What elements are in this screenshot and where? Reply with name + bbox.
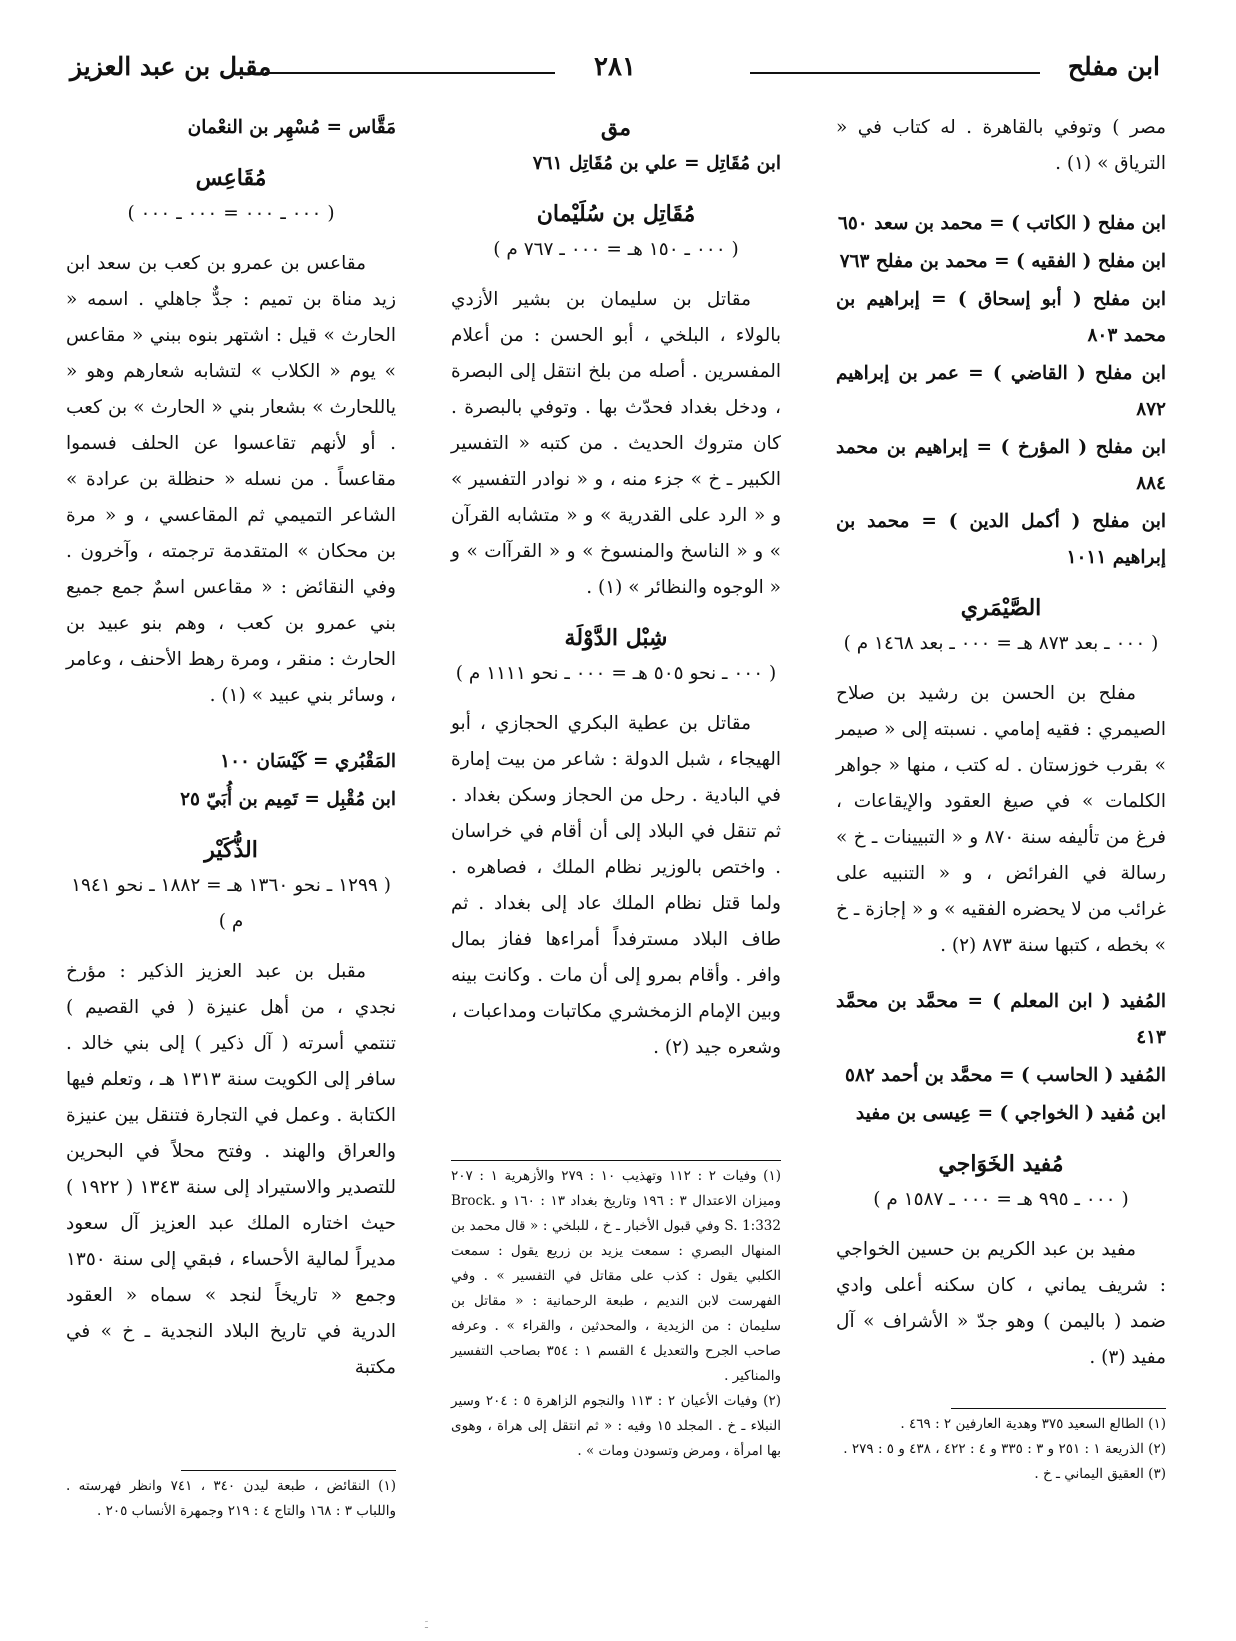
running-head-left: مقبل بن عبد العزيز xyxy=(70,52,272,81)
entry-dates: ( ٠٠٠ ـ ٠٠٠ = ٠٠٠ ـ ٠٠٠ ) xyxy=(127,203,335,224)
cross-reference: ابن مُقْبِل = تَمِيم بن أُبَيّ ٢٥ xyxy=(180,789,396,810)
footnote-rule xyxy=(181,1470,396,1471)
entry-dates: ( ٠٠٠ ـ بعد ٨٧٣ هـ = ٠٠٠ ـ بعد ١٤٦٨ م ) xyxy=(843,633,1159,654)
entry-dates: ( ٠٠٠ ـ ٩٩٥ هـ = ٠٠٠ ـ ١٥٨٧ م ) xyxy=(873,1189,1129,1210)
footnotes-left xyxy=(66,1474,396,1524)
column-right xyxy=(836,110,1166,1386)
cross-reference: ابن مفلح ( أكمل الدين ) = محمد بن إبراهيم ١٠١١ xyxy=(836,511,1166,568)
header-rule-left xyxy=(265,72,555,74)
cross-reference: المَقْبُري = كَيْسَان ١٠٠ xyxy=(220,751,396,772)
footnote: (٢) الذريعة ١ : ٢٥١ و ٣ : ٣٣٥ و ٤ : ٤٢٢ ، ٤٣٨ و ٥ : ٢٧٩ . xyxy=(843,1441,1166,1457)
cross-reference: مَقَّاس = مُسْهِر بن النعْمان xyxy=(187,117,396,138)
column-left xyxy=(66,110,396,1396)
entry-body: مفيد بن عبد الكريم بن حسين الخواجي : شريف يماني ، كان سكنه أعلى وادي ضمد ( باليمن ) وهو جدّ « الأشراف » آل مفيد (٣) . xyxy=(836,1239,1166,1368)
cross-reference: ابن مفلح ( أبو إسحاق ) = إبراهيم بن محمد ٨٠٣ xyxy=(836,289,1166,346)
section-letters: مق xyxy=(600,115,632,141)
entry-heading: الصَّيْمَري xyxy=(960,595,1042,621)
cross-reference: ابن مُفيد ( الخواجي ) = عِيسى بن مفيد xyxy=(855,1103,1166,1124)
cross-reference: المُفيد ( ابن المعلم ) = محمَّد بن محمَّد ٤١٣ xyxy=(836,991,1166,1048)
continued-text: مصر ) وتوفي بالقاهرة . له كتاب في « الترياق » (١) . xyxy=(836,117,1166,174)
footnote: (١) النقائض ، طبعة ليدن ٣٤٠ ، ٧٤١ وانظر فهرسته . واللباب ٣ : ١٦٨ والتاج ٤ : ٢١٩ وجمهرة الأنساب ٢٠٥ . xyxy=(66,1478,396,1519)
page-header xyxy=(70,52,1160,92)
cross-reference: ابن مُقَاتِل = علي بن مُقَاتِل ٧٦١ xyxy=(532,153,781,174)
entry-body: مقاتل بن عطية البكري الحجازي ، أبو الهيجاء ، شبل الدولة : شاعر من بيت إمارة في البادية . رحل من الحجاز وسكن بغداد . ثم تنقل في البلاد إلى أن أقام في خراسان . واختص بالوزير نظام الملك ، فصاهره . ولما قتل نظام الملك عاد إلى بغداد . ثم طاف البلاد مسترفداً أمراءها ففاز بمال وافر . وأقام بمرو إلى أن مات . وكانت بينه وبين الإمام الزمخشري مكاتبات ومداعبات ، وشعره جيد (٢) . xyxy=(451,713,781,1058)
entry-dates: ( ٠٠٠ ـ ١٥٠ هـ = ٠٠٠ ـ ٧٦٧ م ) xyxy=(493,239,739,260)
footnote-rule xyxy=(951,1408,1166,1409)
cross-reference: ابن مفلح ( الكاتب ) = محمد بن سعد ٦٥٠ xyxy=(837,213,1166,234)
entry-heading: مُقَاعِس xyxy=(195,165,267,191)
header-rule-right xyxy=(750,72,1040,74)
footnote: (٣) العقيق اليماني ـ خ . xyxy=(1034,1466,1166,1482)
entry-dates: ( ١٢٩٩ ـ نحو ١٣٦٠ هـ = ١٨٨٢ ـ نحو ١٩٤١ م ) xyxy=(71,875,391,932)
page-number: ٢٨١ xyxy=(584,52,646,82)
entry-heading: مُفيد الخَوَاجي xyxy=(938,1151,1064,1177)
column-middle xyxy=(451,110,781,1076)
footnotes-right xyxy=(836,1412,1166,1487)
entry-body: مقاتل بن سليمان بن بشير الأزدي بالولاء ، البلخي ، أبو الحسن : من أعلام المفسرين . أصله من بلخ انتقل إلى البصرة ، ودخل بغداد فحدّث بها . وتوفي بالبصرة . كان متروك الحديث . من كتبه « التفسير الكبير ـ خ » جزء منه ، و « نوادر التفسير » و « الرد على القدرية » و « متشابه القرآن » و « الناسخ والمنسوخ » و « القرآات » و « الوجوه والنظائر » (١) . xyxy=(451,289,781,598)
footnote: (٢) وفيات الأعيان ٢ : ١١٣ والنجوم الزاهرة ٥ : ٢٠٤ وسير النبلاء ـ خ . المجلد ١٥ وفيه : « ثم انتقل إلى هراة ، وهوى بها امرأة ، ومرض وتسودن ومات » . xyxy=(451,1393,781,1459)
cross-reference: ابن مفلح ( المؤرخ ) = إبراهيم بن محمد ٨٨٤ xyxy=(836,437,1166,494)
entry-body: مفلح بن الحسن بن رشيد بن صلاح الصيمري : فقيه إمامي . نسبته إلى « صيمر » بقرب خوزستان . له كتب ، منها « جواهر الكلمات » في صيغ العقود والإيقاعات ، فرغ من تأليفه سنة ٨٧٠ و « التبيينات ـ خ » رسالة في الفرائض ، و « التنبيه على غرائب من لا يحضره الفقيه » و « إجازة ـ خ » بخطه ، كتبها سنة ٨٧٣ (٢) . xyxy=(836,683,1166,956)
footnote-rule xyxy=(451,1160,781,1161)
footnote: (١) الطالع السعيد ٣٧٥ وهدية العارفين ٢ : ٤٦٩ . xyxy=(900,1416,1166,1432)
entry-body: مقاعس بن عمرو بن كعب بن سعد ابن زيد مناة بن تميم : جدٌّ جاهلي . اسمه « الحارث » قيل : اشتهر بنوه ببني « مقاعس » يوم « الكلاب » لتشابه شعارهم وهو « ياللحارث » بشعار بني « الحارث » بن كعب . أو لأنهم تقاعسوا عن الحلف فسموا مقاعساً . من نسله « حنظلة بن عرادة » الشاعر التميمي ثم المقاعسي ، و « مرة بن محكان » المتقدمة ترجمته ، وآخرون . وفي النقائض : « مقاعس اسمٌ جمع جميع بني عمرو بن كعب ، وهم بنو عبيد بن الحارث : منقر ، ومرة رهط الأحنف ، وعامر ، وسائر بني عبيد » (١) . xyxy=(66,253,396,706)
cross-reference: ابن مفلح ( القاضي ) = عمر بن إبراهيم ٨٧٢ xyxy=(836,363,1166,420)
entry-dates: ( ٠٠٠ ـ نحو ٥٠٥ هـ = ٠٠٠ ـ نحو ١١١١ م ) xyxy=(455,663,777,684)
cross-reference: ابن مفلح ( الفقيه ) = محمد بن مفلح ٧٦٣ xyxy=(839,251,1166,272)
entry-heading: شِبْل الدَّوْلَة xyxy=(564,625,668,651)
entry-heading: مُقَاتِل بن سُلَيْمان xyxy=(536,201,696,227)
footnotes-middle xyxy=(451,1164,781,1464)
entry-body: مقبل بن عبد العزيز الذكير : مؤرخ نجدي ، من أهل عنيزة ( في القصيم ) تنتمي أسرته ( آل ذكير ) إلى بني خالد . سافر إلى الكويت سنة ١٣١٣ هـ ، وتعلم فيها الكتابة . وعمل في التجارة فتنقل بين عنيزة والعراق والهند . وفتح محلاً في البحرين للتصدير والاستيراد إلى سنة ١٣٤٣ ( ١٩٢٢ ) حيث اختاره الملك عبد العزيز آل سعود مديراً لمالية الأحساء ، فبقي إلى سنة ١٣٥٠ وجمع « تاريخاً لنجد » سماه « العقود الدرية في تاريخ البلاد النجدية ـ خ » في مكتبة xyxy=(66,961,396,1378)
entry-heading: الذُّكَيْر xyxy=(204,837,258,863)
cross-reference: المُفيد ( الحاسب ) = محمَّد بن أحمد ٥٨٢ xyxy=(845,1065,1166,1086)
bottom-mark: ـَ xyxy=(425,1620,428,1631)
footnote: (١) وفيات ٢ : ١١٢ وتهذيب ١٠ : ٢٧٩ والأزهرية ١ : ٢٠٧ وميزان الاعتدال ٣ : ١٩٦ وتاريخ بغداد ١٣ : ١٦٠ و Brock. S. 1:332 وفي قبول الأخبار ـ خ ، للبلخي : « قال محمد بن المنهال البصري : سمعت يزيد بن زريع يقول : سمعت الكلبي يقول : كذب على مقاتل في التفسير » . وفي الفهرست لابن النديم ، طبعة الرحمانية : « مقاتل بن سليمان : من الزيدية ، والمحدثين ، والقراء » . وعرفه صاحب الجرح والتعديل ٤ القسم ١ : ٣٥٤ بصاحب التفسير والمناكير . xyxy=(451,1168,781,1384)
running-head-right: ابن مفلح xyxy=(1067,52,1160,81)
